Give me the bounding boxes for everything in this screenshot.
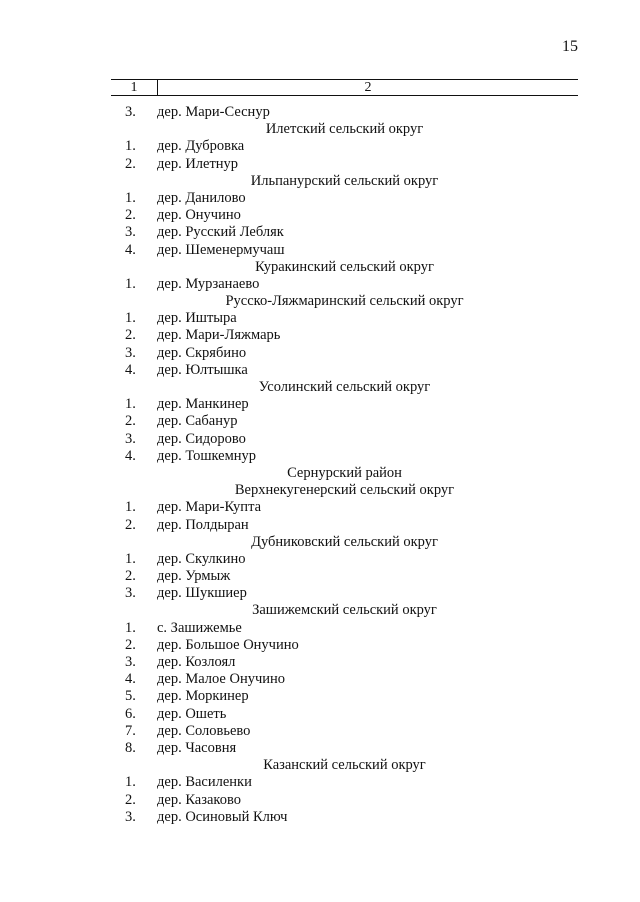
list-item: [111, 345, 578, 362]
table-header: [111, 79, 578, 96]
settlement-name: дер. Иштыра: [157, 310, 237, 327]
list-item: [111, 774, 578, 791]
list-item: [111, 809, 578, 826]
list-item: [111, 413, 578, 430]
settlement-name: дер. Дубровка: [157, 138, 245, 155]
list-item: [111, 620, 578, 637]
section-heading: Дубниковский сельский округ: [251, 533, 438, 550]
list-item: [111, 723, 578, 740]
item-number: 1.: [125, 499, 136, 516]
section-heading: Куракинский сельский округ: [255, 258, 434, 275]
item-number: 3.: [125, 585, 136, 602]
section-heading: Верхнекугенерский сельский округ: [234, 482, 455, 499]
item-number: 1.: [125, 396, 136, 413]
section-heading: Усолинский сельский округ: [258, 379, 431, 395]
settlement-name: дер. Русский Лебляк: [157, 224, 284, 241]
settlement-name: дер. Манкинер: [157, 396, 249, 413]
list-item: [111, 242, 578, 259]
item-number: 1.: [125, 310, 136, 327]
item-number: 3.: [125, 430, 136, 447]
item-number: 1.: [125, 550, 136, 567]
list-item: [111, 551, 578, 568]
settlement-name: дер. Сабанур: [157, 413, 238, 430]
settlement-name: дер. Мари-Купта: [157, 499, 262, 516]
section-heading: Русско-Ляжмаринский сельский округ: [225, 293, 464, 310]
list-item: [111, 637, 578, 654]
settlement-name: дер. Мурзанаево: [157, 275, 260, 292]
section-heading: Сернурский район: [287, 464, 402, 481]
list-item: [111, 568, 578, 585]
item-number: 3.: [125, 654, 136, 670]
item-number: 6.: [125, 705, 136, 722]
list-item: [111, 688, 578, 705]
list-item: [111, 138, 578, 155]
list-item: [111, 276, 578, 293]
item-number: 3.: [125, 808, 136, 825]
settlement-list: [111, 104, 578, 826]
item-number: 2.: [125, 155, 136, 172]
settlement-name: дер. Онучино: [157, 207, 241, 224]
list-item: [111, 327, 578, 344]
settlement-name: дер. Козлоял: [157, 654, 236, 670]
item-number: 2.: [125, 568, 136, 585]
list-item: [111, 396, 578, 413]
section-heading: Ильпанурский сельский округ: [250, 172, 439, 189]
item-number: 2.: [125, 791, 136, 808]
list-item: [111, 499, 578, 516]
list-item: [111, 224, 578, 241]
settlement-name: дер. Данилово: [157, 189, 246, 206]
settlement-name: дер. Большое Онучино: [157, 636, 299, 653]
list-item: [111, 740, 578, 757]
list-item: [111, 585, 578, 602]
item-number: 2.: [125, 327, 136, 344]
list-item: [111, 654, 578, 671]
settlement-name: дер. Осиновый Ключ: [157, 808, 288, 825]
page-number: 15: [562, 38, 578, 55]
item-number: 4.: [125, 671, 136, 688]
section-heading: Зашижемский сельский округ: [252, 602, 437, 619]
item-number: 1.: [125, 774, 136, 791]
settlement-name: дер. Урмыж: [157, 568, 231, 585]
settlement-name: дер. Скрябино: [157, 344, 247, 361]
settlement-name: дер. Василенки: [157, 774, 252, 791]
item-number: 3.: [125, 344, 136, 361]
list-item: [111, 671, 578, 688]
settlement-name: дер. Полдыран: [157, 516, 249, 533]
item-number: 1.: [125, 189, 136, 206]
item-number: 5.: [125, 688, 136, 705]
settlement-name: дер. Юлтышка: [157, 361, 248, 378]
item-number: 4.: [125, 241, 136, 258]
list-item: [111, 104, 578, 121]
list-item: [111, 207, 578, 224]
item-number: 4.: [125, 447, 136, 464]
table-header-col1: 1: [130, 80, 138, 95]
list-item: [111, 517, 578, 534]
item-number: 7.: [125, 722, 136, 739]
item-number: 1.: [125, 275, 136, 292]
settlement-name: дер. Мари-Сеснур: [157, 104, 270, 120]
list-item: [111, 362, 578, 379]
list-item: [111, 792, 578, 809]
item-number: 3.: [125, 104, 136, 120]
settlement-name: дер. Скулкино: [157, 550, 246, 567]
settlement-name: дер. Шеменермучаш: [157, 241, 285, 258]
list-item: [111, 706, 578, 723]
settlement-name: дер. Тошкемнур: [157, 447, 257, 464]
list-item: [111, 190, 578, 207]
item-number: 1.: [125, 138, 136, 155]
list-item: [111, 431, 578, 448]
settlement-name: дер. Малое Онучино: [157, 671, 286, 688]
item-number: 2.: [125, 207, 136, 224]
settlement-name: с. Зашижемье: [157, 619, 242, 636]
settlement-name: дер. Часовня: [157, 739, 237, 756]
section-heading: Илетский сельский округ: [265, 121, 424, 138]
item-number: 2.: [125, 413, 136, 430]
settlement-name: дер. Казаково: [157, 791, 241, 808]
list-item: [111, 310, 578, 327]
item-number: 1.: [125, 619, 136, 636]
settlement-name: дер. Сидорово: [157, 430, 246, 447]
section-heading: Казанский сельский округ: [263, 757, 426, 774]
settlement-name: дер. Моркинер: [157, 688, 249, 705]
list-item: [111, 448, 578, 465]
item-number: 3.: [125, 224, 136, 241]
table-header-bottom-rule: [111, 95, 578, 96]
list-item: [111, 156, 578, 173]
settlement-name: дер. Ошеть: [157, 705, 227, 722]
settlement-name: дер. Мари-Ляжмарь: [157, 327, 281, 344]
settlement-name: дер. Соловьево: [157, 722, 251, 739]
item-number: 4.: [125, 361, 136, 378]
table-header-col2: 2: [364, 80, 372, 95]
settlement-name: дер. Шукшиер: [157, 585, 247, 602]
item-number: 2.: [125, 516, 136, 533]
settlement-name: дер. Илетнур: [157, 155, 239, 172]
item-number: 2.: [125, 636, 136, 653]
item-number: 8.: [125, 739, 136, 756]
